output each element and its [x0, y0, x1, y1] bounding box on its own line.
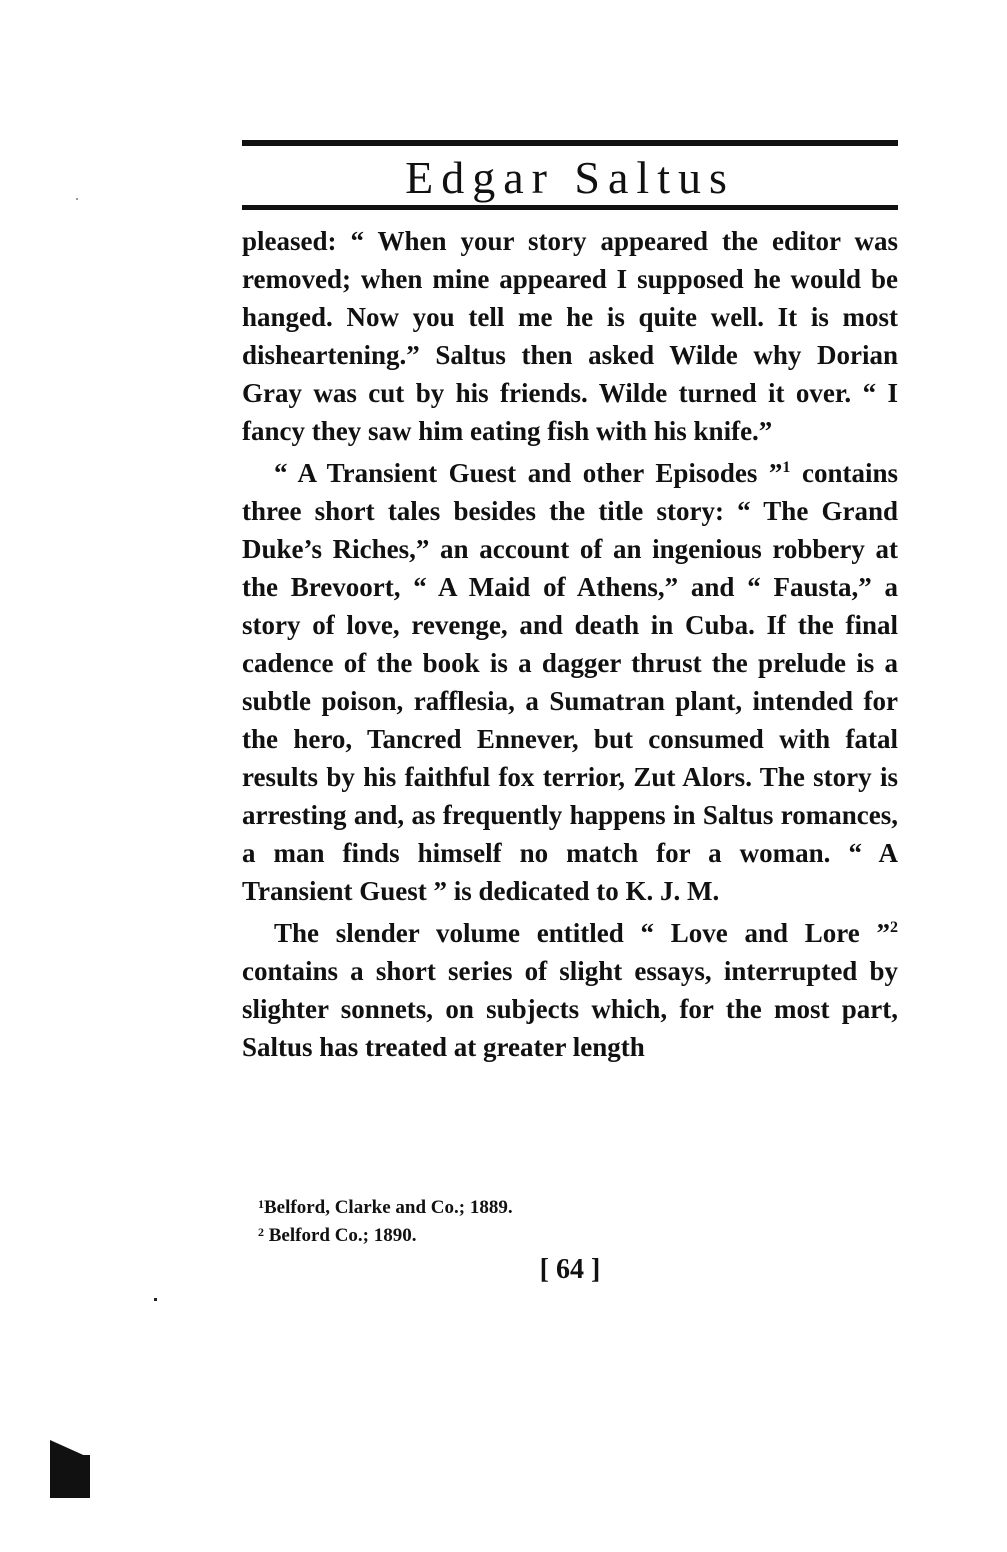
- footnote-2: [258, 1220, 898, 1248]
- footnote-text-2: Belford Co.; 1890.: [268, 1225, 417, 1246]
- header-rule-bottom: [242, 205, 898, 210]
- paragraph-3: [242, 914, 898, 1066]
- footnote-1: [258, 1192, 898, 1220]
- footnotes: [258, 1192, 898, 1248]
- header-rule-top: [242, 140, 898, 146]
- paragraph-1: pleased: “ When your story appeared the editor was removed; when mine appeared I supposed he would be hanged. Now you tell me he is quite well. It is most disheartening.” Saltus then asked Wilde why Dorian Gray was cut by his friends. Wilde turned it over. “ I fancy they saw him eating fish with his knife.”: [242, 226, 898, 446]
- scan-corner-mark-body: [50, 1455, 90, 1498]
- footnote-ref-2: 2: [890, 919, 898, 936]
- paragraph-3-rest: contains a short series of slight essays, interrupted by slighter sonnets, on subjects which, for the most part, Saltus has treated at greater length: [242, 956, 898, 1062]
- footnote-ref-1: 1: [782, 459, 791, 476]
- footnote-mark-2: 2: [258, 1225, 264, 1239]
- scan-speck: [154, 1298, 157, 1301]
- body-text: [242, 222, 898, 1066]
- paragraph-2-lead: “ A Transient Guest and other Episodes ”: [274, 458, 783, 488]
- footnote-mark-1: 1: [258, 1197, 264, 1211]
- paragraph-2: [242, 454, 898, 910]
- running-head: Edgar Saltus: [405, 152, 735, 203]
- paragraph-3-lead: The slender volume entitled “ Love and Lore ”: [274, 918, 890, 948]
- paragraph-2-rest: contains three short tales besides the title story: “ The Grand Duke’s Riches,” an account of an ingenious robbery at the Brevoort, “ A Maid of Athens,” and “ Fausta,” a story of love, revenge, and death in Cuba. If the final cadence of the book is a dagger thrust the prelude is a subtle poison, rafflesia, a Sumatran plant, intended for the hero, Tancred Ennever, but consumed with fatal results by his faithful fox terrior, Zut Alors. The story is arresting and, as frequently happens in Saltus romances, a man finds himself no match for a woman. “ A Transient Guest ” is dedicated to K. J. M.: [242, 458, 898, 906]
- page-number: [ 64 ]: [539, 1254, 601, 1285]
- footnote-text-1: Belford, Clarke and Co.; 1889.: [264, 1197, 513, 1218]
- scan-speck: [76, 198, 78, 200]
